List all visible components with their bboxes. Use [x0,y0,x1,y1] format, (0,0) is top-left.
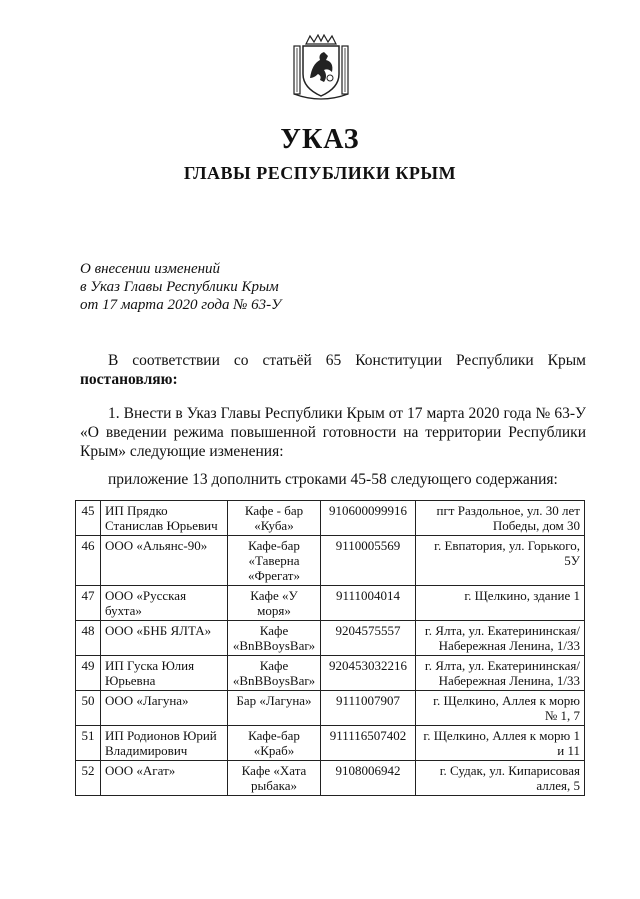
appendix-intro-text: приложение 13 дополнить строками 45-58 следующего содержания: [108,471,558,488]
table-row [76,656,585,691]
row-number: 45 [76,501,101,536]
decree-word: постановляю: [80,371,178,388]
item-1-paragraph [80,404,586,461]
establishment-cell: Кафе-бар «Таверна «Фрегат» [228,536,321,586]
reference-line-2: в Указ Главы Республики Крым [80,279,279,295]
organization-cell: ИП Гуска Юлия Юрьевна [101,656,228,691]
row-number: 51 [76,726,101,761]
inn-cell: 920453032216 [321,656,416,691]
establishment-cell: Бар «Лагуна» [228,691,321,726]
decree-reference [80,260,281,314]
document-title: УКАЗ [280,124,360,155]
row-number: 50 [76,691,101,726]
address-cell: г. Евпатория, ул. Горького, 5У [416,536,585,586]
establishment-cell: Кафе-бар «Краб» [228,726,321,761]
organization-cell: ИП Прядко Станислав Юрьевич [101,501,228,536]
row-number: 47 [76,586,101,621]
establishment-cell: Кафе «BnBBoysBar» [228,656,321,691]
address-cell: пгт Раздольное, ул. 30 лет Победы, дом 30 [416,501,585,536]
reference-line-1: О внесении изменений [80,261,221,277]
table-row [76,621,585,656]
organization-cell: ИП Родионов Юрий Владимирович [101,726,228,761]
address-cell: г. Ялта, ул. Екатерининская/ Набережная Ленина, 1/33 [416,656,585,691]
address-cell: г. Щелкино, здание 1 [416,586,585,621]
row-number: 52 [76,761,101,796]
inn-cell: 9108006942 [321,761,416,796]
reference-line-3: от 17 марта 2020 года № 63-У [80,297,282,313]
table-row [76,761,585,796]
establishment-cell: Кафе «Хата рыбака» [228,761,321,796]
establishment-cell: Кафе - бар «Куба» [228,501,321,536]
appendix-intro [80,470,586,489]
item-1-text: 1. Внести в Указ Главы Республики Крым от 17 марта 2020 года № 63-У «О введении режима повышенной готовности на территории Республики Крым» следующие изменения: [80,405,586,460]
inn-cell: 9111007907 [321,691,416,726]
row-number: 48 [76,621,101,656]
establishment-cell: Кафе «BnBBoysBar» [228,621,321,656]
crimea-coat-of-arms-icon [290,34,352,102]
document-subtitle: ГЛАВЫ РЕСПУБЛИКИ КРЫМ [183,163,457,183]
organization-cell: ООО «Русская бухта» [101,586,228,621]
table-row [76,536,585,586]
row-number: 49 [76,656,101,691]
inn-cell: 911116507402 [321,726,416,761]
preamble-paragraph [80,351,586,389]
inn-cell: 9204575557 [321,621,416,656]
organization-cell: ООО «Альянс-90» [101,536,228,586]
organization-cell: ООО «Лагуна» [101,691,228,726]
inn-cell: 9110005569 [321,536,416,586]
table-row [76,726,585,761]
table-row [76,691,585,726]
inn-cell: 9111004014 [321,586,416,621]
address-cell: г. Ялта, ул. Екатерининская/ Набережная Ленина, 1/33 [416,621,585,656]
establishments-table [75,500,585,796]
organization-cell: ООО «Агат» [101,761,228,796]
row-number: 46 [76,536,101,586]
inn-cell: 910600099916 [321,501,416,536]
address-cell: г. Судак, ул. Кипарисовая аллея, 5 [416,761,585,796]
preamble-text: В соответствии со статьёй 65 Конституции Республики Крым [108,352,586,369]
address-cell: г. Щелкино, Аллея к морю 1 и 11 [416,726,585,761]
address-cell: г. Щелкино, Аллея к морю № 1, 7 [416,691,585,726]
table-row [76,501,585,536]
organization-cell: ООО «БНБ ЯЛТА» [101,621,228,656]
table-row [76,586,585,621]
establishment-cell: Кафе «У моря» [228,586,321,621]
